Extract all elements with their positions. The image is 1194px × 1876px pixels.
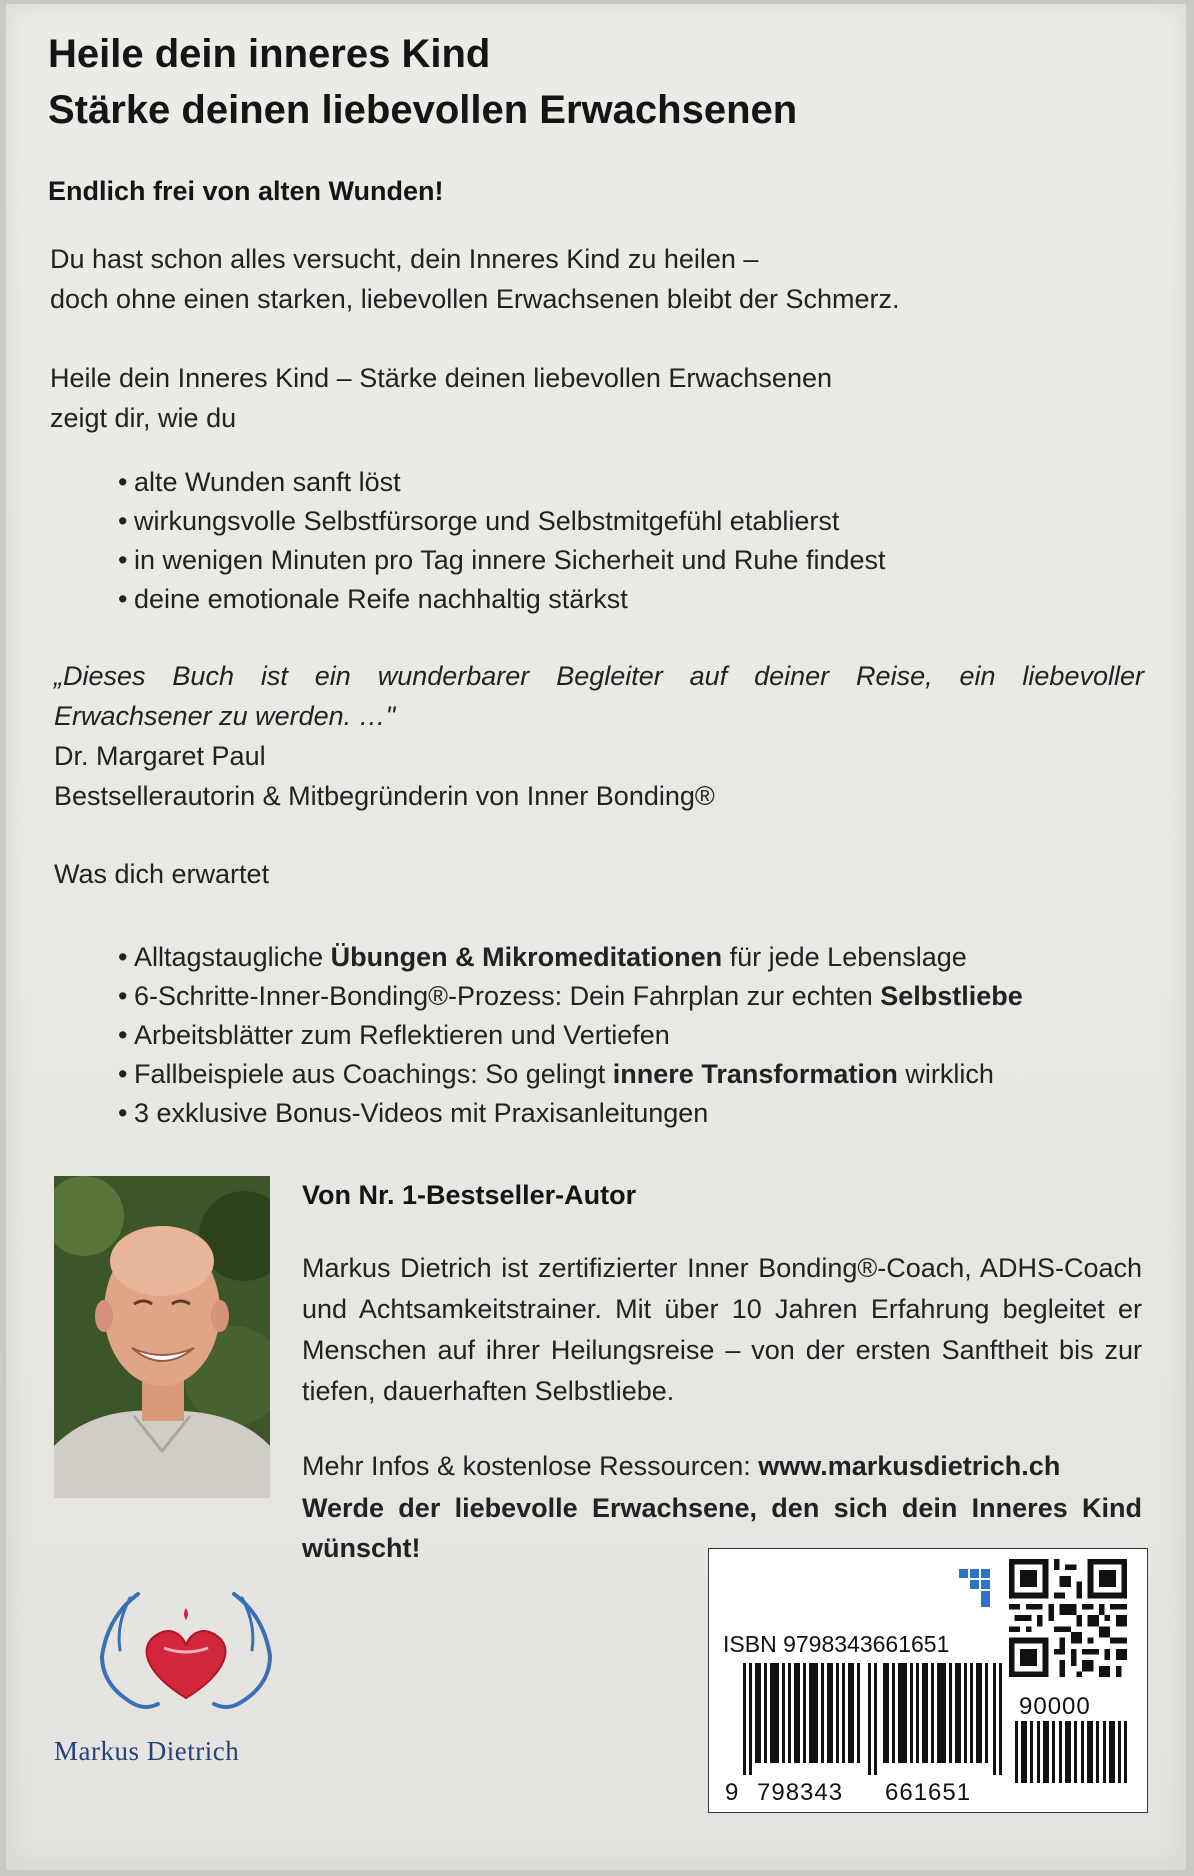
closing-line: Werde der liebevolle Erwachsene, den sich dein Inneres Kind wünscht!: [302, 1493, 1142, 1563]
intro-paragraph: [50, 239, 900, 319]
price-code: 90000: [1019, 1693, 1091, 1720]
publisher-logo-icon: [957, 1565, 993, 1611]
author-heading: Von Nr. 1-Bestseller-Autor: [302, 1180, 637, 1210]
author-bio: Markus Dietrich ist zertifizierter Inner Bonding®-Coach, ADHS-Coach und Achtsamkeitstrainer. Mit über 10 Jahren Erfahrung begleitet er Menschen auf ihrer Heilungsreise – von der ersten Sanftheit bis zur tiefen, dauerhaften Selbstliebe.: [302, 1253, 1142, 1406]
testimonial: [54, 656, 1144, 816]
list-item: • Fallbeispiele aus Coachings: So gelingt innere Transformation wirklich: [118, 1059, 994, 1089]
list-item: • in wenigen Minuten pro Tag innere Sicherheit und Ruhe findest: [118, 545, 886, 575]
list-item: • deine emotionale Reife nachhaltig stärkst: [118, 584, 628, 614]
heart-in-hands-icon: [86, 1586, 286, 1716]
barcode-box: [708, 1548, 1148, 1813]
barcode-digits-left: 798343: [757, 1779, 844, 1806]
list-item: • 6-Schritte-Inner-Bonding®-Prozess: Dein Fahrplan zur echten Selbstliebe: [118, 981, 1023, 1011]
list-item: • Alltagstaugliche Übungen & Mikromeditationen für jede Lebenslage: [118, 942, 967, 972]
intro-line: doch ohne einen starken, liebevollen Erwachsenen bleibt der Schmerz.: [50, 284, 900, 314]
shows-paragraph: [50, 358, 832, 438]
quote-author: Dr. Margaret Paul: [54, 741, 266, 771]
list-item: • wirkungsvolle Selbstfürsorge und Selbstmitgefühl etablierst: [118, 506, 840, 536]
barcode-digit-first: 9: [725, 1779, 740, 1806]
list-item: • alte Wunden sanft löst: [118, 467, 401, 497]
intro-line: Du hast schon alles versucht, dein Inneres Kind zu heilen –: [50, 244, 759, 274]
quote-line: „Dieses Buch ist ein wunderbarer Begleiter auf deiner Reise, ein liebevoller: [54, 661, 1144, 691]
shows-line: Heile dein Inneres Kind – Stärke deinen liebevollen Erwachsenen: [50, 363, 832, 393]
logo-name: Markus Dietrich: [54, 1736, 240, 1766]
brand-logo: [86, 1586, 286, 1716]
author-photo: [54, 1176, 270, 1498]
tagline: Endlich frei von alten Wunden!: [48, 176, 444, 206]
barcode-digits-right: 661651: [885, 1779, 972, 1806]
list-item: • Arbeitsblätter zum Reflektieren und Vertiefen: [118, 1020, 670, 1050]
title-line-2: Stärke deinen liebevollen Erwachsenen: [48, 88, 798, 132]
author-website-link[interactable]: www.markusdietrich.ch: [758, 1451, 1061, 1481]
author-portrait-icon: [54, 1176, 270, 1498]
quote-line: Erwachsener zu werden. …": [54, 701, 396, 731]
author-info: Mehr Infos & kostenlose Ressourcen: www.markusdietrich.ch: [302, 1451, 1061, 1481]
isbn-number: ISBN 9798343661651: [723, 1631, 950, 1657]
title-line-1: Heile dein inneres Kind: [48, 32, 491, 76]
qr-code-icon: [1009, 1559, 1127, 1677]
list-item: • 3 exklusive Bonus-Videos mit Praxisanleitungen: [118, 1098, 709, 1128]
benefits-list: [118, 463, 886, 619]
features-list: [118, 938, 1023, 1133]
price-barcode-icon: [1015, 1721, 1129, 1783]
book-back-cover: [6, 4, 1186, 1870]
isbn-barcode-icon: [743, 1663, 1005, 1775]
quote-author-role: Bestsellerautorin & Mitbegründerin von Inner Bonding®: [54, 781, 715, 811]
expect-heading: Was dich erwartet: [54, 859, 270, 889]
shows-line: zeigt dir, wie du: [50, 403, 237, 433]
